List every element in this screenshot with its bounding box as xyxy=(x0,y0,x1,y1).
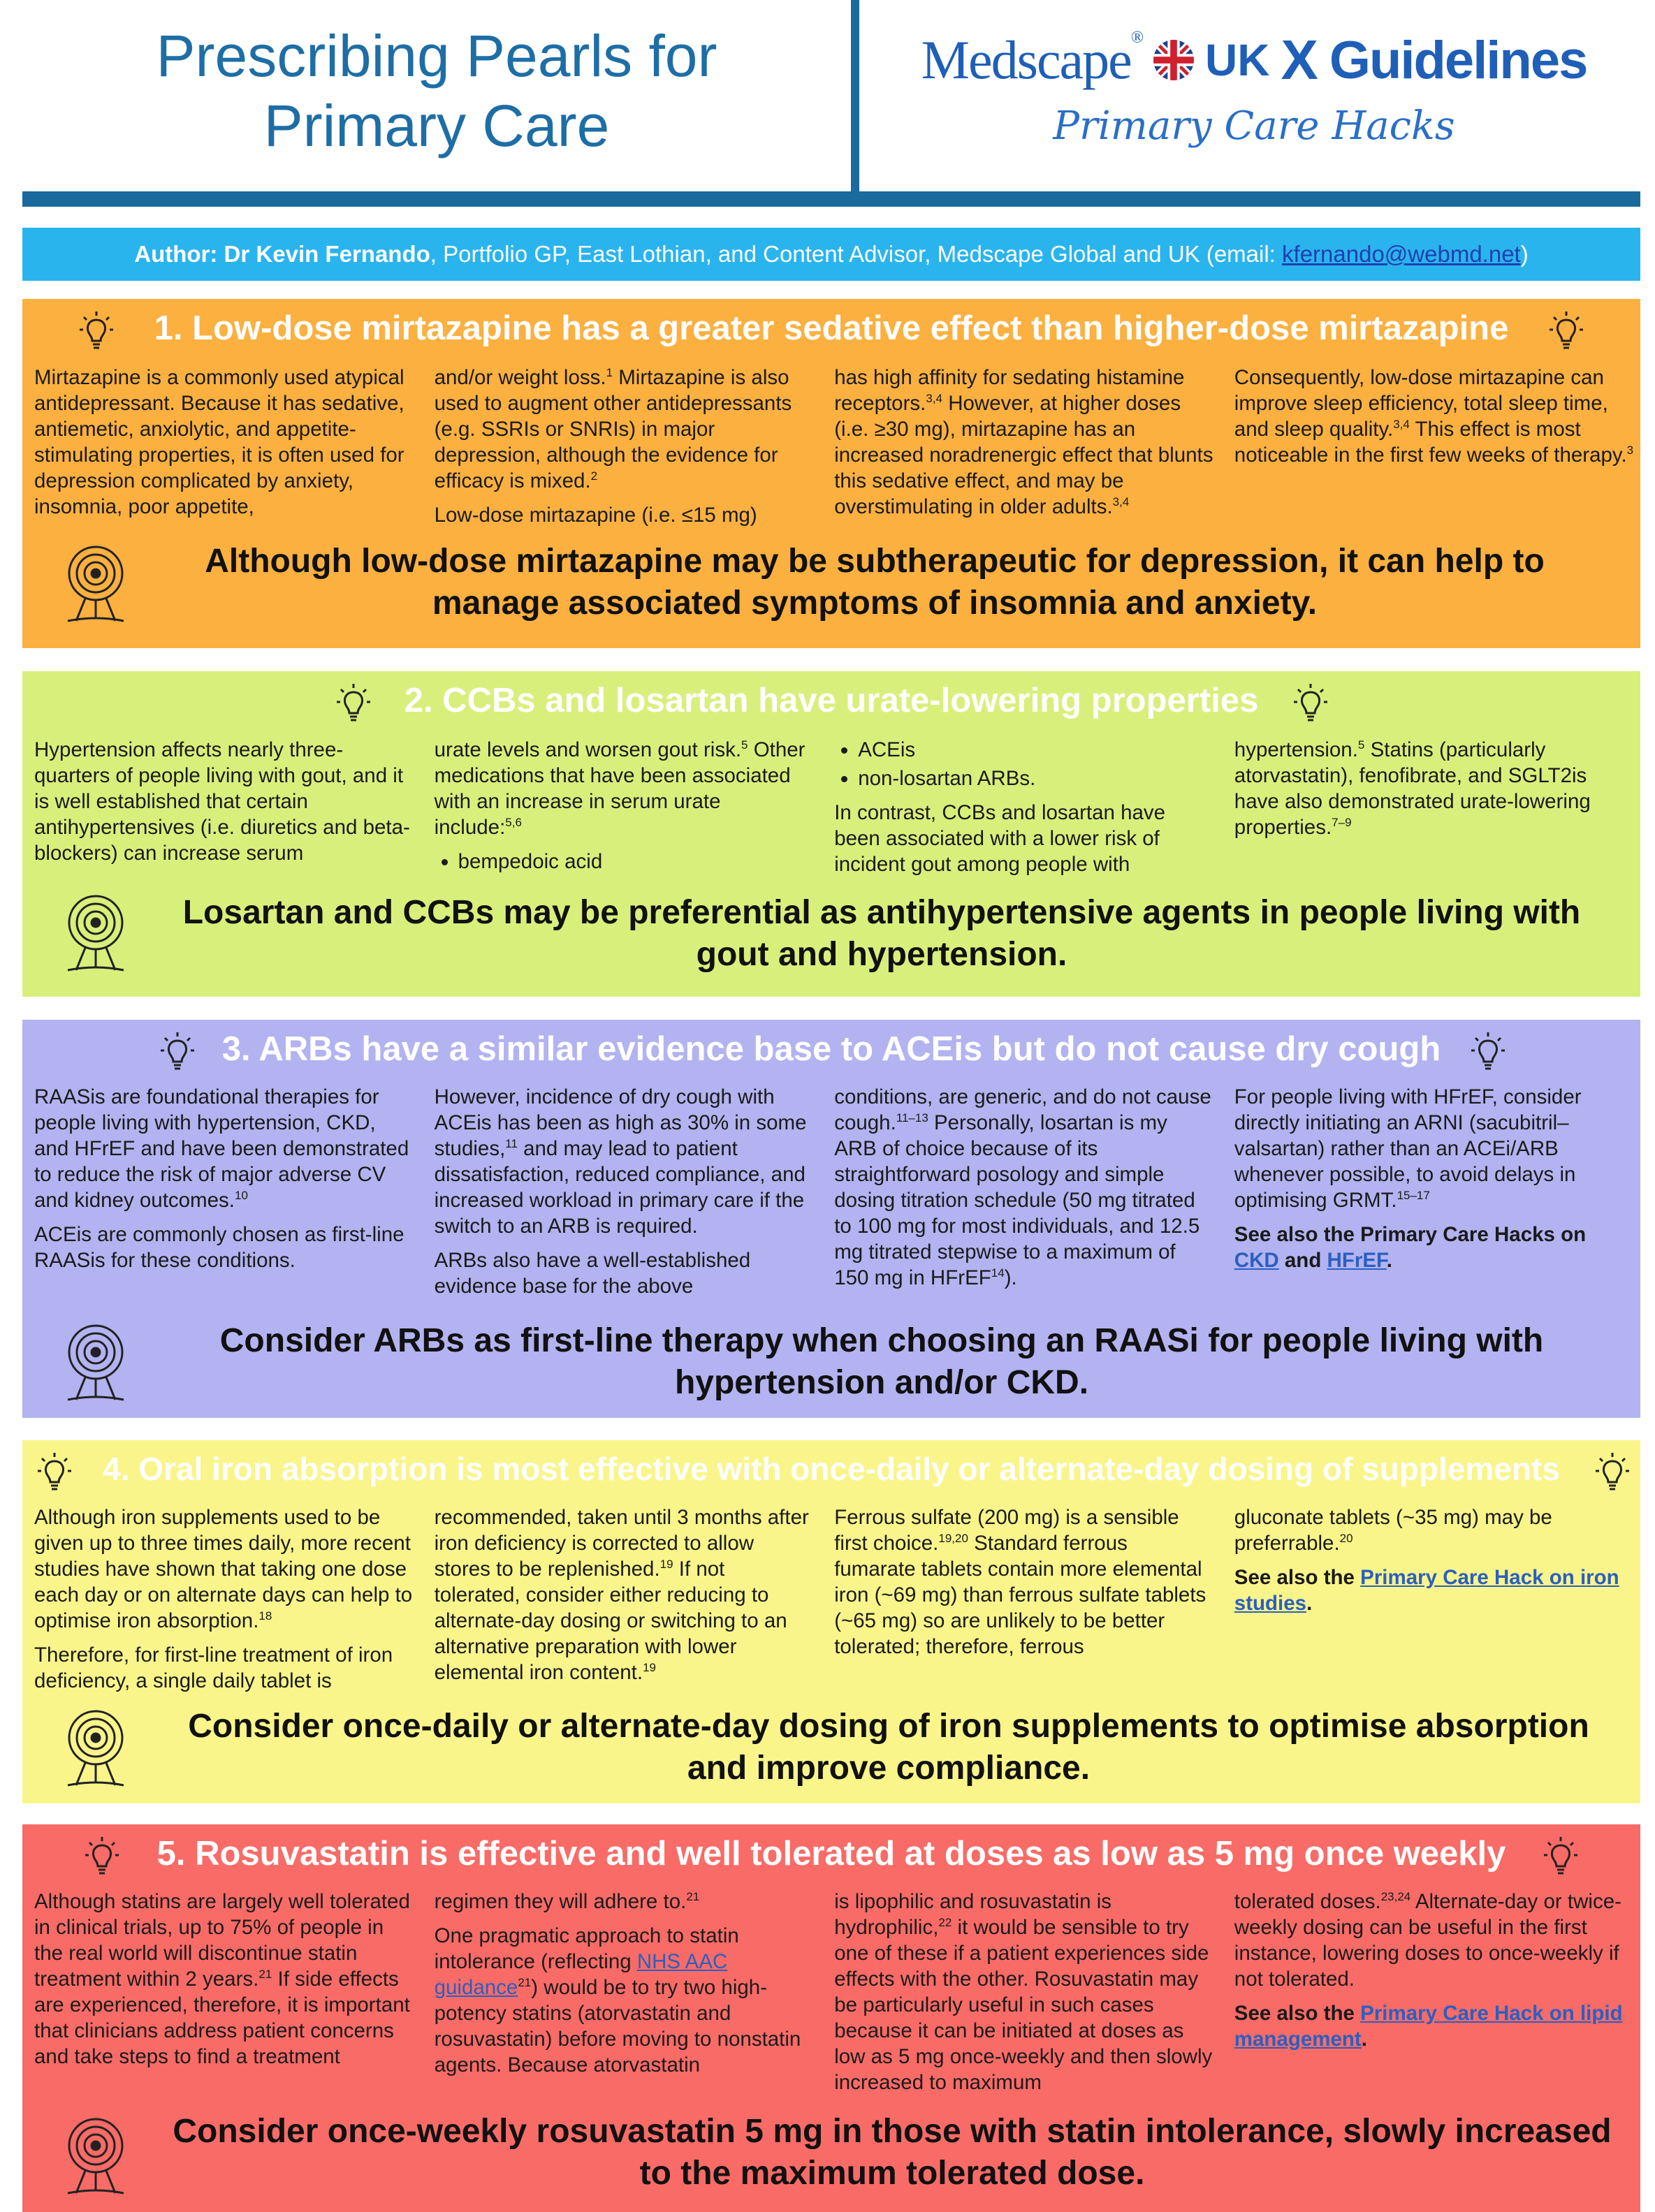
uk-label: UK xyxy=(1205,35,1270,85)
paragraph: conditions, are generic, and do not cause cough.$^{11-13}$ Personally, losartan is my ARB of choice because of its straightforward posology and simple dosing titration schedule (50 mg titrated to 100 mg for most individuals, and 12.5 mg titrated stepwise to a maximum of 150 mg in HFrEF$^{14}$). xyxy=(834,1085,1211,1289)
section-1-col-1 xyxy=(34,365,435,536)
see-also: See also the Primary Care Hack on lipid management. xyxy=(1234,2002,1623,2051)
section-5-col-2 xyxy=(435,1889,835,2104)
section-2-col-2 xyxy=(435,737,835,886)
section-4-takeaway: Consider once-daily or alternate-day dosing of iron supplements to optimise absorption and improve compliance. xyxy=(188,1708,1589,1787)
section-4-title: 4. Oral iron absorption is most effective with once-daily or alternate-day dosing of supplements xyxy=(103,1451,1560,1487)
see-also: See also the Primary Care Hack on iron studies. xyxy=(1234,1566,1619,1615)
section-4-col-3 xyxy=(834,1504,1234,1702)
paragraph: RAASis are foundational therapies for people living with hypertension, CKD, and HFrEF and have been demonstrated to reduce the risk of major adverse CV and kidney outcomes.$^{10}$ xyxy=(34,1085,409,1212)
paragraph: Therefore, for first-line treatment of iron deficiency, a single daily tablet is xyxy=(34,1643,393,1692)
paragraph: Although iron supplements used to be given up to three times daily, more recent studies have shown that taking one dose each day or on alternate days can help to optimise iron absorption.$^{18}$ xyxy=(34,1506,413,1632)
target-icon xyxy=(61,2112,131,2196)
target-icon xyxy=(61,1704,131,1788)
section-1-mirtazapine xyxy=(22,299,1640,648)
paragraph: However, incidence of dry cough with ACEis has been as high as 30% in some studies,$^{11}$ and may lead to patient dissatisfaction, reduced compliance, and increased workload in primary care if the switch to an ARB is required. xyxy=(434,1085,807,1238)
section-2-ccb-losartan xyxy=(22,671,1640,997)
header-divider-horizontal xyxy=(22,191,1640,207)
guidelines-logo: Guidelines xyxy=(1329,30,1587,90)
paragraph: hypertension.$^5$ Statins (particularly atorvastatin), fenofibrate, and SGLT2is have also demonstrated urate-lowering properties.$^{7-9}$ xyxy=(1234,738,1591,839)
paragraph: regimen they will adhere to.$^{21}$ xyxy=(434,1890,700,1913)
paragraph: In contrast, CCBs and losartan have been associated with a lower risk of incident gout among people with xyxy=(834,801,1166,876)
author-bar xyxy=(22,228,1640,281)
paragraph: Consequently, low-dose mirtazapine can improve sleep efficiency, total sleep time, and sleep quality.$^{3,4}$ This effect is most noticeable in the first few weeks of therapy.$^3$ xyxy=(1234,366,1634,467)
page-title-line2: Primary Care xyxy=(263,93,610,159)
section-3-col-1 xyxy=(34,1084,435,1308)
iron-studies-link[interactable]: Primary Care Hack on iron studies xyxy=(1234,1566,1619,1615)
section-2-takeaway: Losartan and CCBs may be preferential as antihypertensive agents in people living with gout and hypertension. xyxy=(182,894,1581,973)
bullet-list xyxy=(834,737,1213,791)
target-icon xyxy=(61,1319,131,1402)
see-also: See also the Primary Care Hacks on CKD and HFrEF. xyxy=(1234,1223,1587,1272)
list-item: • bempedoic acid xyxy=(458,849,814,874)
section-1-body xyxy=(34,365,1634,536)
section-5-body xyxy=(34,1889,1634,2104)
bullet-list xyxy=(435,849,814,874)
paragraph: Low-dose mirtazapine (i.e. ≤15 mg) xyxy=(434,504,757,527)
section-3-arbs xyxy=(22,1020,1640,1418)
author-name: Author: Dr Kevin Fernando xyxy=(134,241,430,267)
paragraph: is lipophilic and rosuvastatin is hydrophilic,$^{22}$ it would be sensible to try one of these if a patient experiences side effects with the other. Rosuvastatin may be particularly useful in such cases because it can be initiated at doses as low as 5 mg once-weekly and then slowly increased to maximum xyxy=(834,1890,1213,2094)
paragraph: gluconate tablets (~35 mg) may be preferrable.$^{20}$ xyxy=(1234,1506,1552,1555)
section-5-rosuvastatin xyxy=(22,1824,1640,2212)
lipid-management-link[interactable]: Primary Care Hack on lipid management xyxy=(1234,2002,1623,2051)
section-5-takeaway: Consider once-weekly rosuvastatin 5 mg in those with statin intolerance, slowly increased to the maximum tolerated dose. xyxy=(173,2113,1612,2192)
section-5-col-3 xyxy=(834,1889,1234,2104)
section-2-body xyxy=(34,737,1634,886)
primary-care-hacks-label: Primary Care Hacks xyxy=(1053,103,1455,149)
paragraph: One pragmatic approach to statin intolerance (reflecting NHS AAC guidance$^{21}$) would be to try two high-potency statins (atorvastatin and rosuvastatin) before moving to nonstatin agents. Because atorvastatin xyxy=(434,1924,801,2077)
section-5-col-1 xyxy=(34,1889,435,2104)
section-4-col-2 xyxy=(435,1504,835,1702)
section-2-col-1 xyxy=(34,737,435,886)
page-title-line1: Prescribing Pearls for xyxy=(156,23,717,89)
section-1-title: 1. Low-dose mirtazapine has a greater sedative effect than higher-dose mirtazapine xyxy=(154,309,1509,347)
section-3-title: 3. ARBs have a similar evidence base to ACEis but do not cause dry cough xyxy=(221,1030,1441,1068)
section-5-title: 5. Rosuvastatin is effective and well tolerated at doses as low as 5 mg once weekly xyxy=(156,1835,1506,1873)
author-email-link[interactable]: kfernando@webmd.net xyxy=(1282,241,1521,267)
header-divider-vertical xyxy=(851,0,859,191)
paragraph: Ferrous sulfate (200 mg) is a sensible first choice.$^{19,20}$ Standard ferrous fumarate tablets contain more elemental iron (~69 mg) than ferrous sulfate tablets (~65 mg) so are unlikely to be better tolerated; therefore, ferrous xyxy=(834,1506,1206,1658)
nhs-aac-guidance-link[interactable]: NHS AAC guidance xyxy=(434,1950,728,1999)
paragraph: has high affinity for sedating histamine receptors.$^{3,4}$ However, at higher doses (i.e. ≥30 mg), mirtazapine has an increased noradrenergic effect that blunts this sedative effect, and may be overstimulating in older adults.$^{3,4}$ xyxy=(834,366,1213,518)
section-3-col-4 xyxy=(1234,1084,1634,1308)
section-1-col-4 xyxy=(1234,365,1634,536)
section-1-takeaway: Although low-dose mirtazapine may be subtherapeutic for depression, it can help to manage associated symptoms of insomnia and anxiety. xyxy=(205,543,1545,622)
paragraph: urate levels and worsen gout risk.$^5$ Other medications that have been associated with an increase in serum urate include:$^{5,6}$ xyxy=(434,738,805,839)
section-2-col-3 xyxy=(834,737,1234,886)
section-4-col-4 xyxy=(1234,1504,1634,1702)
section-4-col-1 xyxy=(34,1504,435,1702)
ckd-link[interactable]: CKD xyxy=(1234,1249,1279,1272)
section-2-title: 2. CCBs and losartan have urate-lowering properties xyxy=(404,682,1259,719)
brand-block xyxy=(866,25,1642,149)
paragraph: Although statins are largely well tolerated in clinical trials, up to 75% of people in the real world will discontinue statin treatment within 2 years.$^{21}$ If side effects are experienced, therefore, it is important that clinicians address patient concerns and take steps to find a treatment xyxy=(34,1890,410,2068)
paragraph: ARBs also have a well-established evidence base for the above xyxy=(434,1249,751,1298)
author-role: , Portfolio GP, East Lothian, and Content Advisor, Medscape Global and UK (email: xyxy=(430,241,1283,267)
list-item: • non-losartan ARBs. xyxy=(858,766,1213,791)
section-3-takeaway: Consider ARBs as first-line therapy when choosing an RAASi for people living with hypertension and/or CKD. xyxy=(219,1322,1544,1401)
section-4-body xyxy=(34,1504,1634,1702)
paragraph: tolerated doses.$^{23,24}$ Alternate-day or twice-weekly dosing can be useful in the first instance, lowering doses to once-weekly if not tolerated. xyxy=(1234,1890,1621,1991)
section-2-col-4 xyxy=(1234,737,1634,886)
section-3-col-2 xyxy=(435,1084,835,1308)
page-header xyxy=(0,0,1655,210)
section-3-body xyxy=(34,1084,1634,1308)
medscape-wordmark: Medscape xyxy=(921,29,1131,90)
brand-logo-row xyxy=(866,25,1642,95)
list-item: • ACEis xyxy=(858,737,1213,763)
collab-x-mark: X xyxy=(1281,29,1318,91)
uk-flag-icon xyxy=(1153,40,1194,80)
section-1-col-3 xyxy=(834,365,1234,536)
section-4-iron xyxy=(22,1440,1640,1803)
medscape-logo: Medscape® xyxy=(921,29,1143,90)
paragraph: recommended, taken until 3 months after iron deficiency is corrected to allow stores to be replenished.$^{19}$ If not tolerated, consider either reducing to alternate-day dosing or switching to an alternative preparation with lower elemental iron content.$^{19}$ xyxy=(434,1506,809,1684)
section-5-col-4 xyxy=(1234,1889,1634,2104)
paragraph: ACEis are commonly chosen as first-line RAASis for these conditions. xyxy=(34,1223,404,1272)
section-3-col-3 xyxy=(834,1084,1234,1308)
paragraph: For people living with HFrEF, consider directly initiating an ARNI (sacubitril–valsartan) rather than an ACEi/ARB whenever possible, to avoid delays in optimising GRMT.$^{15-17}$ xyxy=(1234,1085,1582,1212)
hfref-link[interactable]: HFrEF xyxy=(1327,1249,1387,1272)
paragraph: and/or weight loss.$^1$ Mirtazapine is also used to augment other antidepressants (e.g. SSRIs or SNRIs) in major depression, although the evidence for efficacy is mixed.$^2$ xyxy=(434,366,792,492)
paragraph: Mirtazapine is a commonly used atypical antidepressant. Because it has sedative, antiemetic, anxiolytic, and appetite-stimulating properties, it is often used for depression complicated by anxiety, insomnia, poor appetite, xyxy=(34,366,404,518)
title-block xyxy=(21,21,852,161)
target-icon xyxy=(61,889,131,973)
author-suffix: ) xyxy=(1520,241,1529,267)
paragraph: Hypertension affects nearly three-quarters of people living with gout, and it is well established that certain antihypertensives (i.e. diuretics and beta-blockers) can increase serum xyxy=(34,738,410,865)
target-icon xyxy=(61,540,131,624)
section-1-col-2 xyxy=(435,365,835,536)
